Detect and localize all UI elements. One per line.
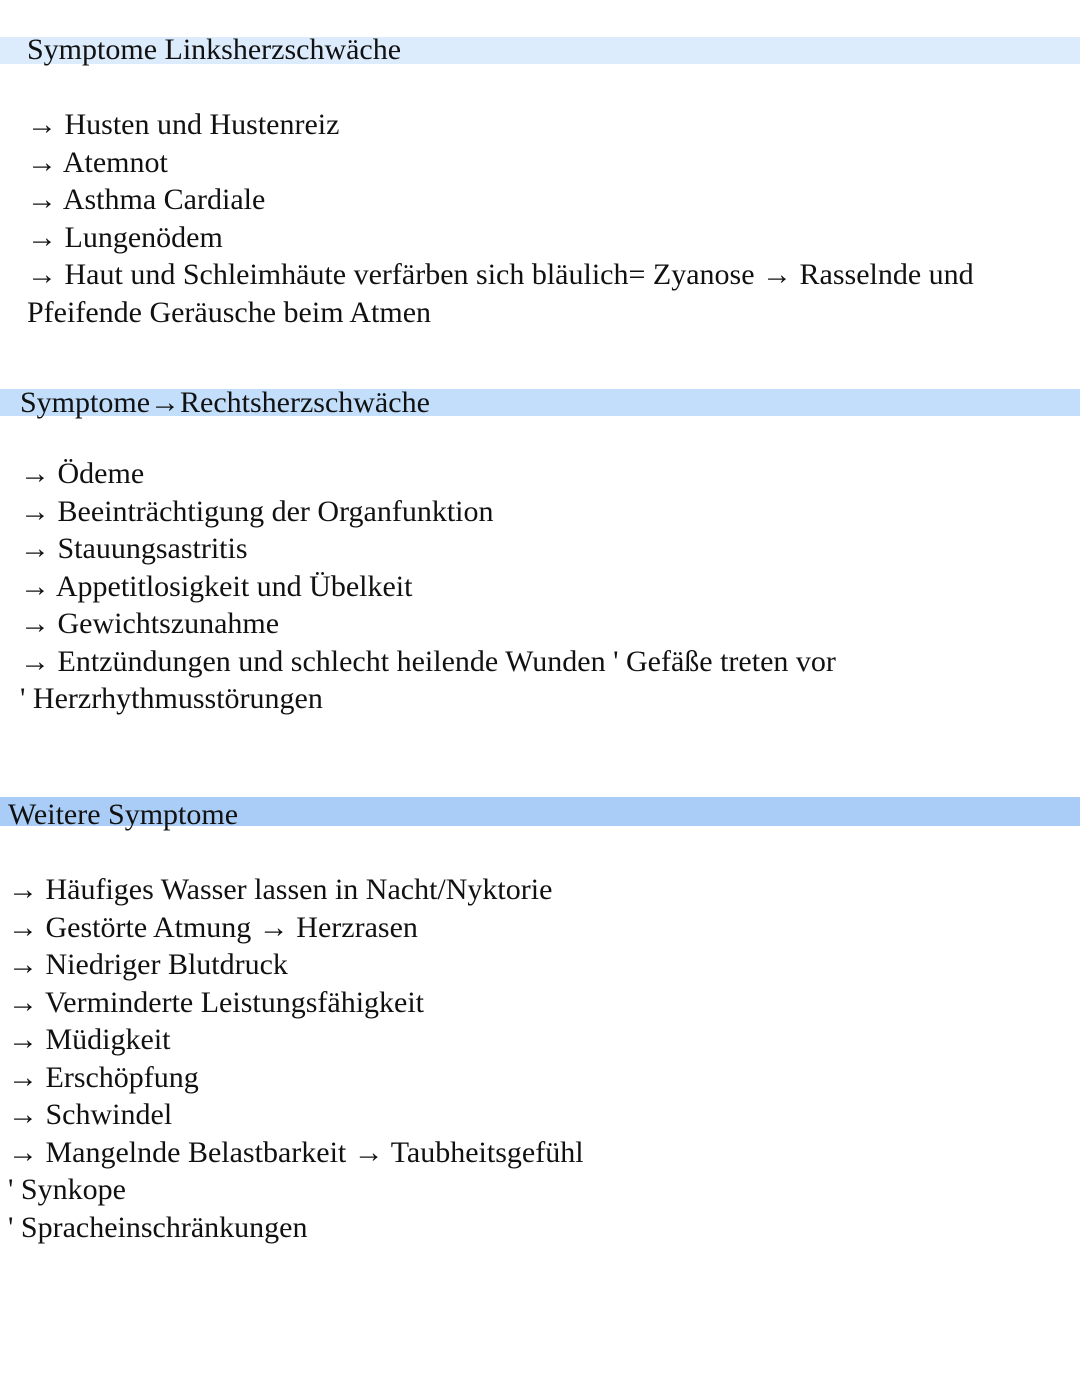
symptom-list-rechts [20, 455, 1060, 718]
list-item: → Gewichtszunahme [20, 607, 280, 640]
list-item: → Mangelnde Belastbarkeit → Taubheitsgefühl [8, 1135, 584, 1169]
list-item: ' Synkope [8, 1173, 126, 1206]
list-item: ' Herzrhythmusstörungen [20, 682, 323, 715]
section-heading-weitere: Weitere Symptome [8, 798, 239, 831]
list-item: → Lungenödem [27, 220, 223, 254]
list-item: → Atemnot [27, 145, 168, 179]
list-item: → Gestörte Atmung → Herzrasen [8, 910, 418, 944]
symptom-list-links [27, 106, 1067, 331]
list-item: → Niedriger Blutdruck [8, 948, 288, 981]
list-item: → Ödeme [20, 457, 145, 490]
section-heading-rechts: Symptome→Rechtsherzschwäche [20, 386, 430, 419]
list-item: → Entzündungen und schlecht heilende Wunden ' Gefäße treten vor [20, 644, 836, 678]
list-item: → Verminderte Leistungsfähigkeit [8, 985, 425, 1019]
list-item: → Asthma Cardiale [27, 183, 266, 216]
list-item: → Husten und Hustenreiz [27, 108, 340, 141]
list-item: → Beeinträchtigung der Organfunktion [20, 494, 494, 528]
list-item: → Häufiges Wasser lassen in Nacht/Nyktorie [8, 873, 553, 906]
section-heading-links: Symptome Linksherzschwäche [27, 33, 402, 66]
symptom-list-weitere [8, 871, 1048, 1246]
list-item: ' Spracheinschränkungen [8, 1210, 308, 1244]
list-item: → Haut und Schleimhäute verfärben sich bläulich= Zyanose → Rasselnde und Pfeifende Geräusche beim Atmen [27, 258, 974, 329]
list-item: → Erschöpfung [8, 1060, 199, 1094]
list-item: → Schwindel [8, 1098, 173, 1131]
list-item: → Müdigkeit [8, 1023, 171, 1056]
list-item: → Stauungsastritis [20, 532, 248, 565]
list-item: → Appetitlosigkeit und Übelkeit [20, 569, 413, 603]
